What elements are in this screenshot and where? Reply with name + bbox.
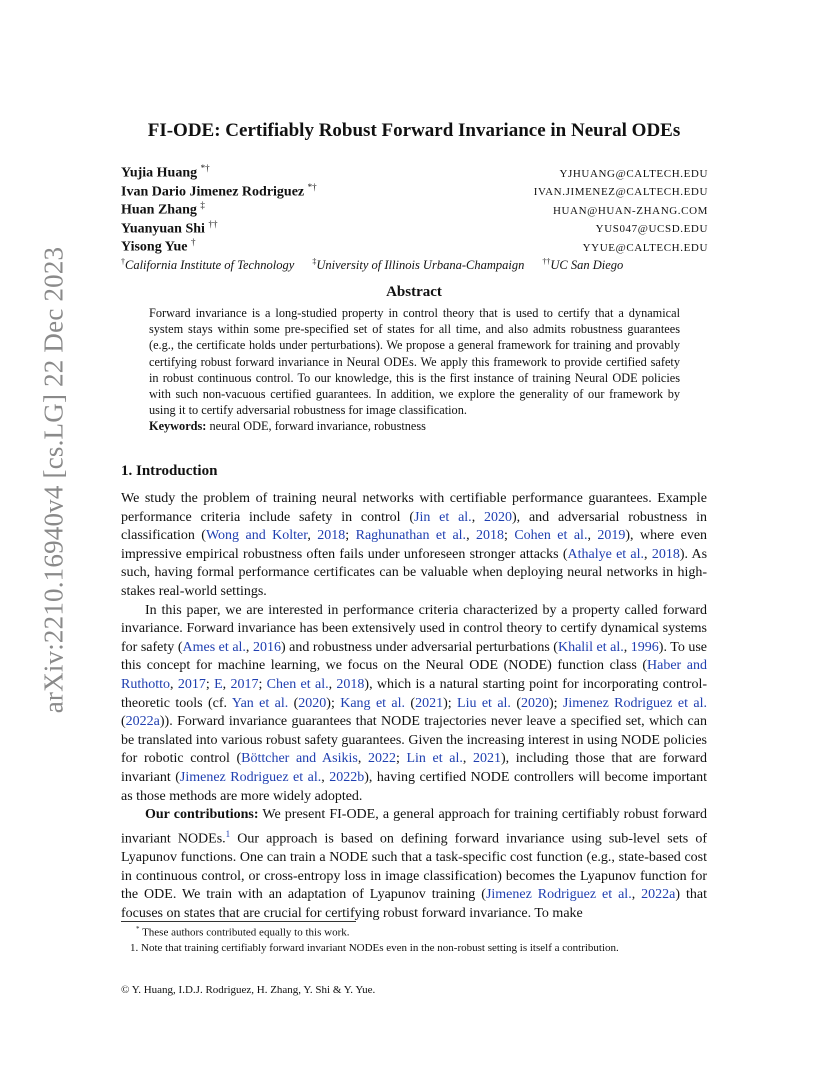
citation-link[interactable]: Lin et al.: [406, 751, 463, 767]
abstract-heading: Abstract: [386, 284, 442, 300]
author-email[interactable]: IVAN.JIMENEZ@CALTECH.EDU: [533, 186, 708, 199]
footnote-rule: [121, 921, 356, 922]
citation-link[interactable]: Ames et al.: [182, 639, 246, 655]
citation-link[interactable]: E: [214, 676, 223, 692]
citation-link[interactable]: Raghunathan et al.: [355, 528, 467, 544]
paragraph-2: In this paper, we are interested in performance criteria characterized by a property called forward invariance. Forward invariance has been extensively used in control theory to certify dynamical systems for safety (Ames et al., 2016) and robustness under adversarial perturbations (Khalil et al., 1996). To use this concept for machine learning, we focus on the Neural ODE (NODE) function class (Haber and Ruthotto, 2017; E, 2017; Chen et al., 2018), which is a natural starting point for incorporating control-theoretic tools (cf. Yan et al. (2020); Kang et al. (2021); Liu et al. (2020); Jimenez Rodriguez et al. (2022a)). Forward invariance guarantees that NODE trajectories never leave a specified set, which can be translated into various robust safety guarantees. Given the increasing interest in using NODE policies for robotic control (Böttcher and Asikis, 2022; Lin et al., 2021), including those that are forward invariant (Jimenez Rodriguez et al., 2022b), having certified NODE controllers will become important as those methods are more widely adopted.: [121, 602, 708, 804]
author-name: Ivan Dario Jimenez Rodriguez *†: [121, 181, 317, 200]
citation-link[interactable]: Khalil et al.: [557, 639, 624, 655]
author-row: [121, 200, 708, 219]
affiliation: ‡University of Illinois Urbana-Champaign: [312, 256, 525, 272]
author-email[interactable]: YUS047@UCSD.EDU: [595, 223, 708, 236]
section-body: [121, 490, 707, 923]
keywords-label: Keywords:: [149, 419, 207, 434]
citation-link[interactable]: Jimenez Rodriguez et al.: [179, 769, 322, 785]
citation-link[interactable]: Jimenez Rodriguez et al.: [485, 887, 632, 903]
author-email[interactable]: HUAN@HUAN-ZHANG.COM: [552, 204, 708, 217]
abstract: [149, 305, 680, 435]
citation-link[interactable]: 2022a: [125, 714, 160, 730]
abstract-text: Forward invariance is a long-studied property in control theory that is used to certify that a dynamical system stays within some pre-specified set of states for all time, and also admits robustness guarantees (e.g., the certificate holds under perturbations). We propose a general framework for training and provably certifying robust forward invariance in Neural ODEs. We apply this framework to provide certified safety in robust continuous control. To our knowledge, this is the first instance of training Neural ODE policies with such non-vacuous certified guarantees. In addition, we explore the generality of our framework by using it to certify adversarial robustness for image classification.: [149, 306, 680, 418]
citation-link[interactable]: Yan et al.: [231, 695, 289, 711]
footnote-ref[interactable]: 1: [225, 828, 231, 839]
footnote-1: 1. Note that training certifiably forward invariant NODEs even in the non-robust setting is itself a contribution.: [130, 942, 619, 954]
citation-link[interactable]: 2021: [472, 751, 501, 767]
affiliation: ††UC San Diego: [542, 256, 624, 272]
citation-link[interactable]: Kang et al.: [340, 695, 406, 711]
author-row: [121, 163, 708, 182]
citation-link[interactable]: Chen et al.: [266, 676, 329, 692]
author-row: [121, 182, 708, 201]
author-row: [121, 219, 708, 238]
citation-link[interactable]: Athalye et al.: [567, 546, 645, 562]
copyright: © Y. Huang, I.D.J. Rodriguez, H. Zhang, Y. Shi & Y. Yue.: [121, 984, 376, 996]
citation-link[interactable]: 1996: [630, 639, 659, 655]
author-row: [121, 237, 708, 256]
paper-title: FI-ODE: Certifiably Robust Forward Invariance in Neural ODEs: [147, 120, 681, 141]
citation-link[interactable]: 2018: [651, 546, 680, 562]
author-name: Yujia Huang *†: [121, 163, 210, 181]
citation-link[interactable]: 2022b: [329, 769, 365, 785]
citation-link[interactable]: 2017: [177, 676, 206, 692]
author-email[interactable]: YJHUANG@CALTECH.EDU: [559, 167, 708, 180]
citation-link[interactable]: 2020: [298, 695, 327, 711]
citation-link[interactable]: 2020: [484, 509, 512, 525]
citation-link[interactable]: 2020: [520, 695, 549, 711]
keywords: neural ODE, forward invariance, robustness: [209, 419, 426, 434]
contributions-lead: Our contributions:: [145, 807, 259, 823]
affiliation: †California Institute of Technology: [121, 256, 295, 272]
author-block: [121, 163, 708, 273]
author-name: Yuanyuan Shi ††: [121, 218, 218, 237]
citation-link[interactable]: 2018: [317, 528, 346, 544]
citation-link[interactable]: 2021: [415, 695, 444, 711]
citation-link[interactable]: Cohen et al.: [514, 528, 588, 544]
citation-link[interactable]: 2022: [367, 751, 396, 767]
citation-link[interactable]: Jimenez Rodriguez et al.: [562, 695, 707, 711]
paragraph-1: We study the problem of training neural networks with certifiable performance guarantees. Example performance criteria include safety in control (Jin et al., 2020), and adversarial robustness in classification (Wong and Kolter, 2018; Raghunathan et al., 2018; Cohen et al., 2019), where even impressive empirical robustness often fails under unforeseen stronger attacks (Athalye et al., 2018). As such, having formal performance certificates can be valuable when deploying neural networks in high-stakes real-world settings.: [121, 491, 708, 599]
citation-link[interactable]: 2018: [336, 676, 365, 692]
paragraph-3: Our contributions: We present FI-ODE, a general approach for training certifiably robust forward invariant NODEs.$^1$ Our approach is based on defining forward invariance using sub-level sets of Lyapunov functions. One can train a NODE such that a task-specific cost function (e.g., state-based cost in continuous control, or cross-entropy loss in image classification) becomes the Lyapunov function for the ODE. We train with an adaptation of Lyapunov training (Jimenez Rodriguez et al., 2022a) that focuses on states that are crucial for certifying robust forward invariance. To make: [121, 807, 708, 921]
citation-link[interactable]: Wong and Kolter: [205, 528, 308, 544]
author-name: Huan Zhang ‡: [121, 200, 205, 218]
citation-link[interactable]: Jin et al.: [414, 509, 472, 525]
footnote-equal: * These authors contributed equally to this work.: [136, 925, 350, 939]
author-name: Yisong Yue †: [121, 237, 196, 255]
affiliations: [121, 257, 708, 273]
citation-link[interactable]: 2016: [252, 639, 281, 655]
citation-link[interactable]: Böttcher and Asikis: [241, 751, 358, 767]
citation-link[interactable]: 2018: [476, 528, 504, 544]
citation-link[interactable]: Haber and Ruthotto: [121, 658, 707, 692]
section-heading: 1. Introduction: [121, 463, 218, 479]
citation-link[interactable]: 2017: [230, 676, 259, 692]
citation-link[interactable]: 2019: [597, 528, 626, 544]
citation-link[interactable]: 2022a: [641, 887, 676, 903]
citation-link[interactable]: Liu et al.: [457, 695, 511, 711]
author-email[interactable]: YYUE@CALTECH.EDU: [582, 241, 708, 254]
